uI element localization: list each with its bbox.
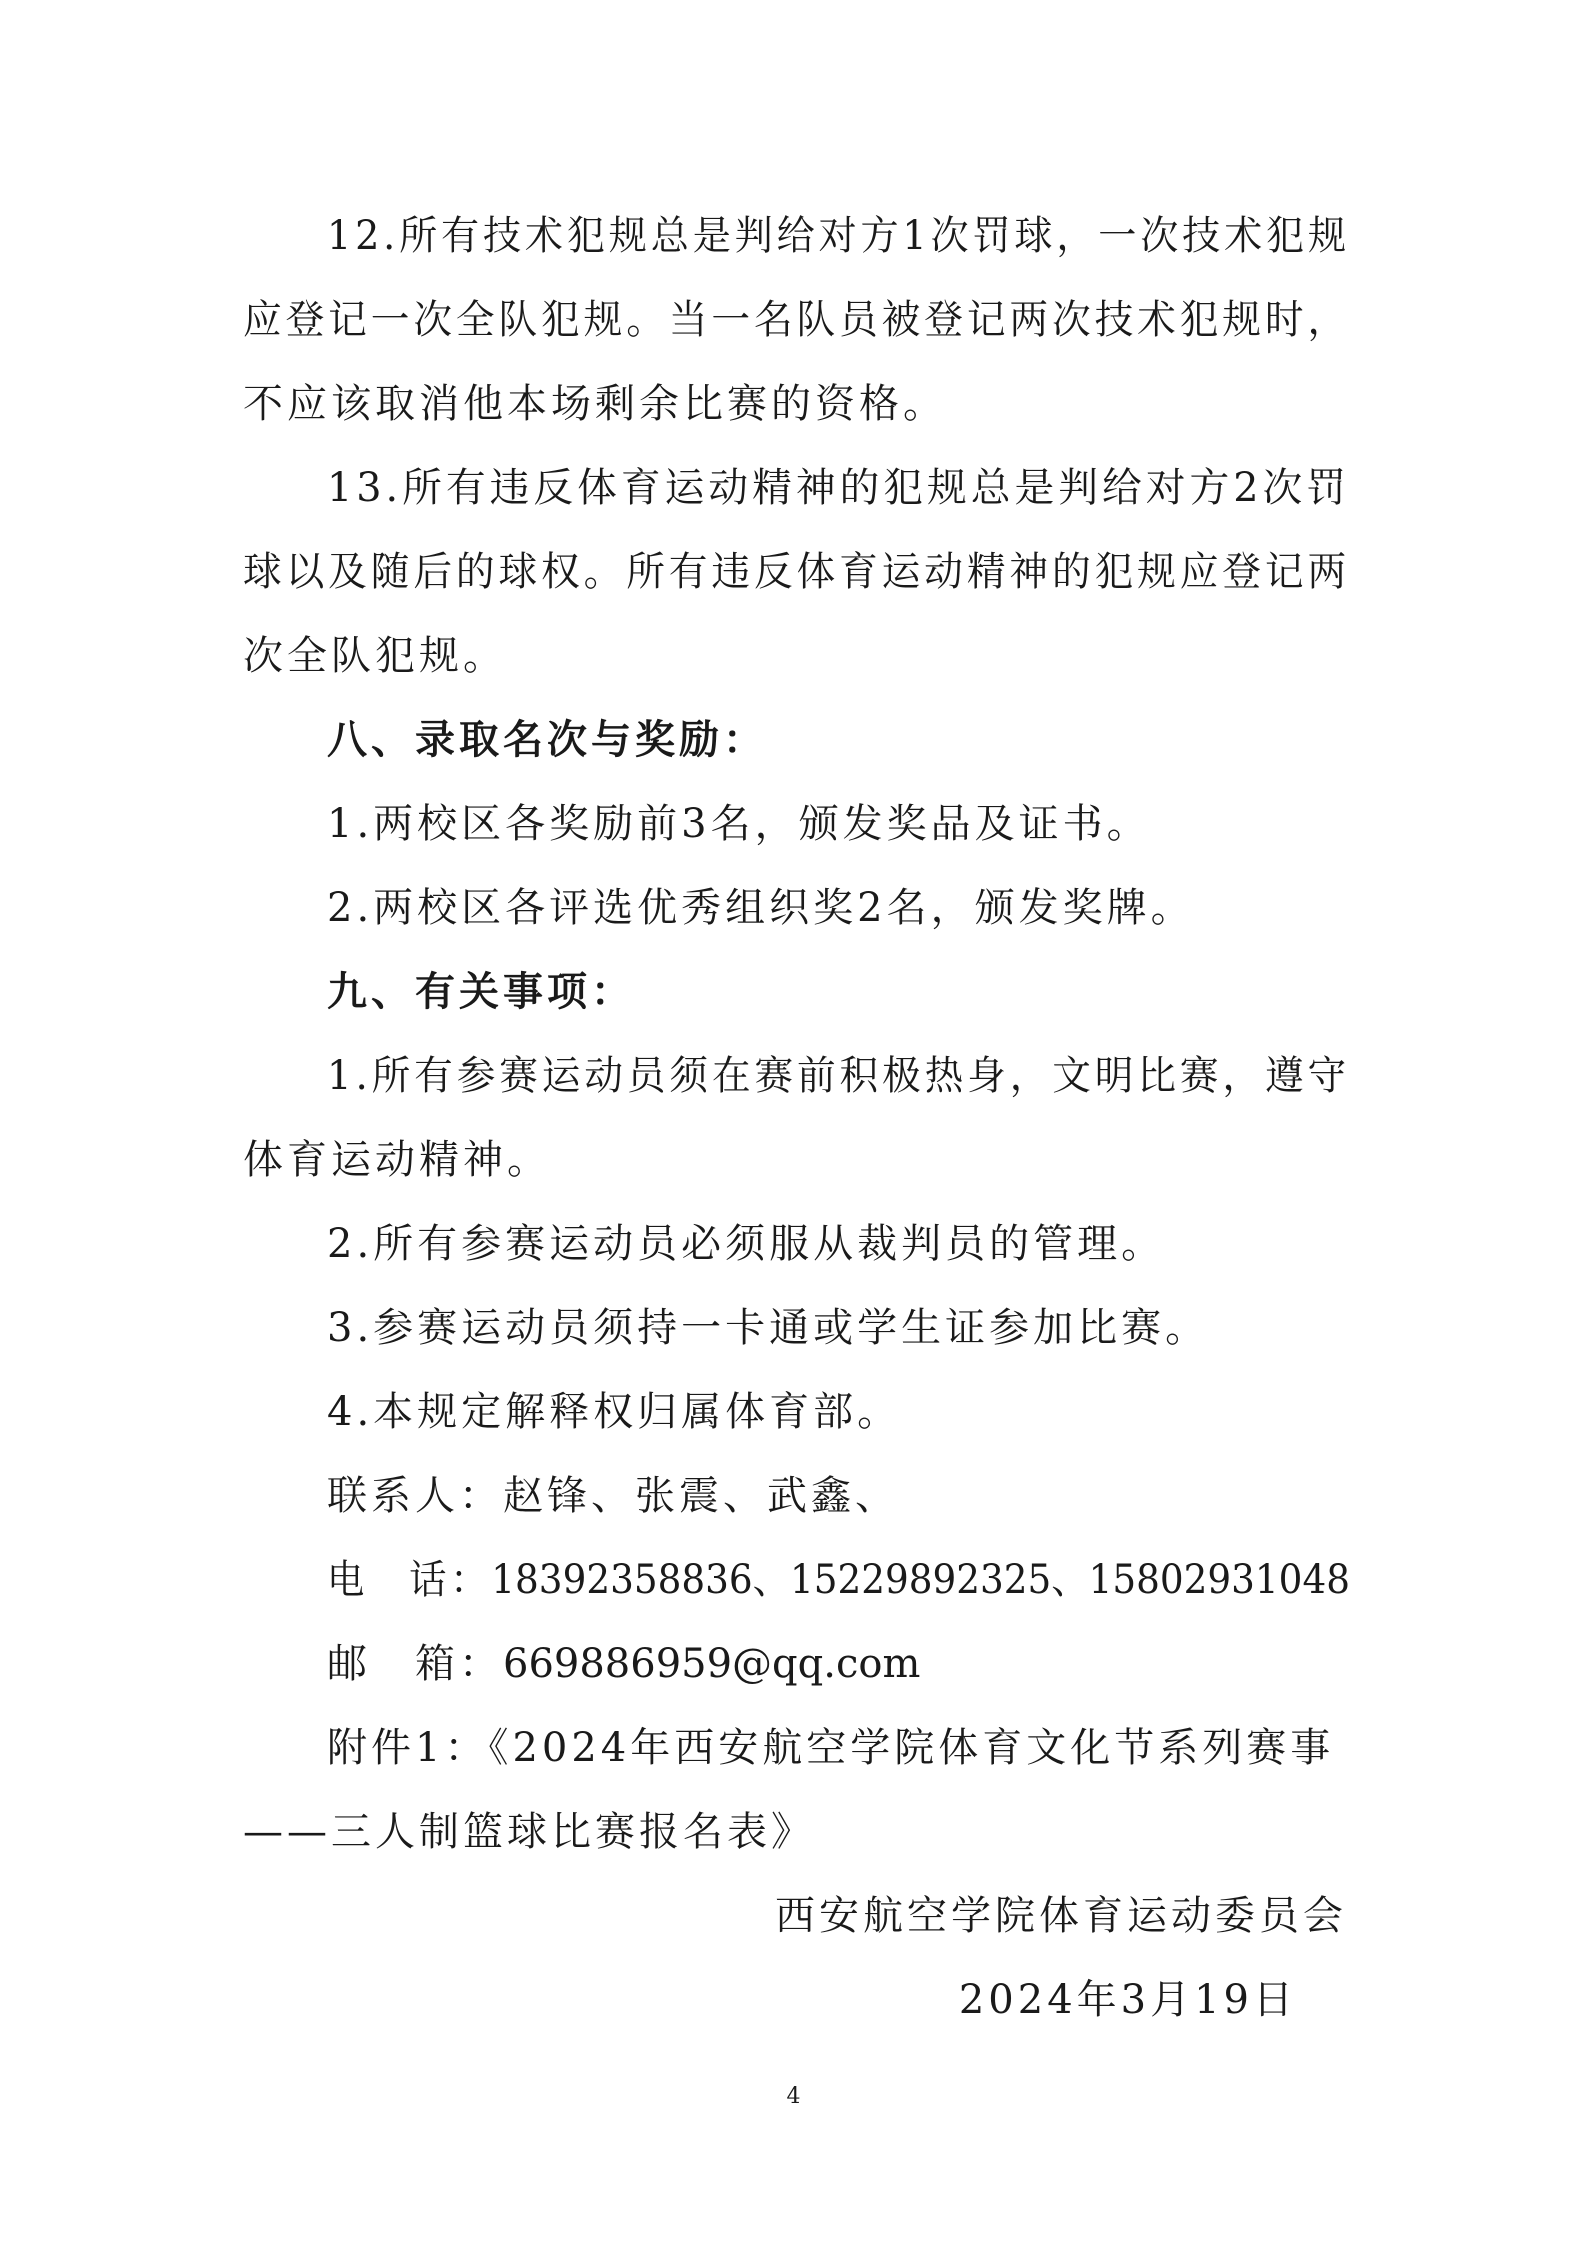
signature-date: 2024年3月19日: [958, 1977, 1297, 2023]
page-number: 4: [786, 2084, 801, 2109]
section8-item2: 2.两校区各评选优秀组织奖2名，颁发奖牌。: [327, 885, 1195, 931]
rule13-line2: 球以及随后的球权。所有违反体育运动精神的犯规应登记两: [243, 549, 1351, 595]
section9-heading: 九、有关事项：: [327, 969, 635, 1015]
contact-phone: 18392358836、15229892325、15802931048: [491, 1557, 1350, 1603]
contact-email-label: 邮 箱：: [327, 1641, 503, 1687]
rule13-line3: 次全队犯规。: [243, 633, 507, 679]
contact-email: 669886959@qq.com: [503, 1641, 921, 1687]
attachment-line2: ——三人制篮球比赛报名表》: [243, 1809, 815, 1855]
section8-heading: 八、录取名次与奖励：: [327, 717, 767, 763]
rule12-line2: 应登记一次全队犯规。当一名队员被登记两次技术犯规时，: [243, 297, 1351, 343]
signature-org: 西安航空学院体育运动委员会: [775, 1893, 1347, 1939]
section8-item1: 1.两校区各奖励前3名，颁发奖品及证书。: [327, 801, 1151, 847]
attachment-line1: 附件1：《2024年西安航空学院体育文化节系列赛事: [327, 1725, 1335, 1771]
section9-item1-line2: 体育运动精神。: [243, 1137, 551, 1183]
section9-item3: 3.参赛运动员须持一卡通或学生证参加比赛。: [327, 1305, 1210, 1351]
section9-item1-line1: 1.所有参赛运动员须在赛前积极热身，文明比赛，遵守: [327, 1053, 1351, 1099]
section9-item2: 2.所有参赛运动员必须服从裁判员的管理。: [327, 1221, 1166, 1267]
rule13-line1: 13.所有违反体育运动精神的犯规总是判给对方2次罚: [327, 465, 1350, 511]
rule12-line3: 不应该取消他本场剩余比赛的资格。: [243, 381, 947, 427]
contact-phone-row: [327, 1554, 1350, 1606]
contact-email-row: [327, 1638, 920, 1690]
contact-phone-label: 电 话：: [327, 1557, 492, 1603]
rule12-line1: 12.所有技术犯规总是判给对方1次罚球，一次技术犯规: [327, 213, 1350, 259]
contact-people: 联系人：赵锋、张震、武鑫、: [327, 1473, 899, 1519]
section9-item4: 4.本规定解释权归属体育部。: [327, 1389, 902, 1435]
